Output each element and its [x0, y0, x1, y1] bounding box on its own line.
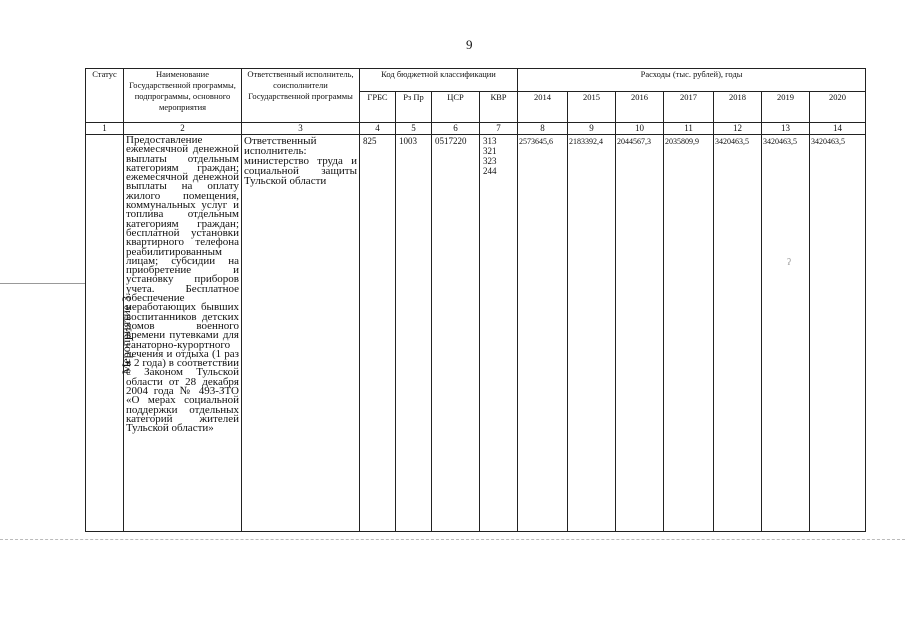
amount-cell: 3420463,5 [810, 135, 866, 532]
column-number-row [86, 123, 866, 135]
status-label: Мероприятие 3. [119, 292, 134, 374]
amount-cell: 3420463,5 [714, 135, 762, 532]
header-executor: Ответственный исполнитель, соисполнители Государственной программы [242, 69, 360, 123]
amount-cell: 2573645,6 [518, 135, 568, 532]
header-year: 2015 [568, 92, 616, 123]
amount-cell: 2044567,3 [616, 135, 664, 532]
header-expenses: Расходы (тыс. рублей), годы [518, 69, 866, 92]
kvr-code: 323 [483, 156, 497, 166]
header-year: 2020 [810, 92, 866, 123]
amount-cell: 2183392,4 [568, 135, 616, 532]
column-number: 9 [568, 123, 616, 135]
column-number: 12 [714, 123, 762, 135]
header-name: Наименование Государственной программы, подпрограммы, основного мероприятия [124, 69, 242, 123]
column-number: 7 [480, 123, 518, 135]
kvr-code: 321 [483, 146, 497, 156]
column-number: 5 [396, 123, 432, 135]
table-row [86, 135, 866, 532]
rzpr-cell: 1003 [396, 135, 432, 532]
status-cell [86, 135, 134, 532]
header-code-rzpr: Рз Пр [396, 92, 432, 123]
header-code-csr: ЦСР [432, 92, 480, 123]
header-code-kvr: КВР [480, 92, 518, 123]
page-number: 9 [466, 37, 473, 52]
header-budget-code: Код бюджетной классификации [360, 69, 518, 92]
grbs-cell: 825 [360, 135, 396, 532]
amount-cell: 2035809,9 [664, 135, 714, 532]
header-code-grbs: ГРБС [360, 92, 396, 123]
scan-artifact-line-bottom [0, 539, 905, 540]
column-number: 14 [810, 123, 866, 135]
header-year: 2017 [664, 92, 714, 123]
column-number: 6 [432, 123, 480, 135]
column-number: 2 [124, 123, 242, 135]
column-number: 10 [616, 123, 664, 135]
amount-cell: 3420463,5 [762, 135, 810, 532]
kvr-code: 313 [483, 136, 497, 146]
csr-cell: 0517220 [432, 135, 480, 532]
header-year: 2019 [762, 92, 810, 123]
column-number: 4 [360, 123, 396, 135]
kvr-code: 244 [483, 166, 497, 176]
column-number: 11 [664, 123, 714, 135]
budget-table [85, 68, 866, 532]
executor-cell: Ответственный исполнитель: министерство труда и социальной защиты Тульской области [242, 135, 360, 532]
scan-artifact-line [0, 283, 85, 284]
measure-name: Предоставление ежемесячной денежной выплаты отдельным категориям граждан; ежемесячной денежной выплаты на оплату жилого помещения, коммунальных услуг и топлива отдельным категориям граждан; бесплатной установки квартирного телефона реабилитированным лицам; субсидии на приобретение и установку приборов учета. Бесплатное обеспечение неработающих бывших воспитанников детских домов военного времени путевками для санаторно-курортного лечения и отдыха (1 раз в 2 года) в соответствии с Законом Тульской области от 28 декабря 2004 года № 493-ЗТО «О мерах социальной поддержки отдельных категорий жителей Тульской области» [124, 135, 242, 532]
column-number: 3 [242, 123, 360, 135]
column-number: 1 [86, 123, 124, 135]
scan-mark: ʔ [787, 257, 791, 267]
header-year: 2018 [714, 92, 762, 123]
header-year: 2016 [616, 92, 664, 123]
header-status: Статус [86, 69, 124, 123]
kvr-cell [480, 135, 518, 532]
column-number: 8 [518, 123, 568, 135]
header-year: 2014 [518, 92, 568, 123]
column-number: 13 [762, 123, 810, 135]
